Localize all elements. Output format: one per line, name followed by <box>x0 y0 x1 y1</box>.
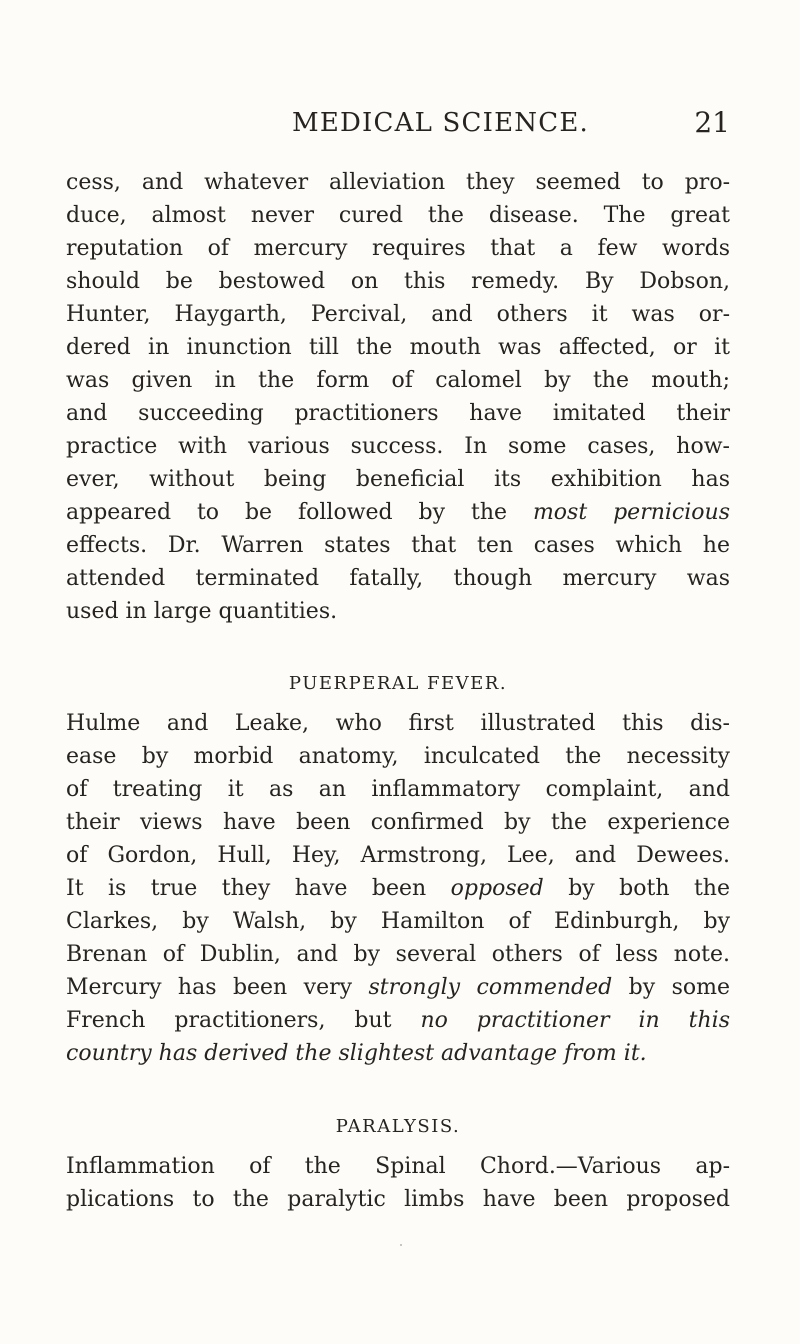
italic-text: most pernicious <box>532 500 730 525</box>
paragraph-puerperal-fever <box>66 707 730 1070</box>
text-run: by some <box>612 975 731 1000</box>
text-line: of Gordon, Hull, Hey, Armstrong, Lee, and Dewees. <box>66 843 730 868</box>
text-line: Hunter, Haygarth, Percival, and others it was or- <box>66 302 730 327</box>
italic-text: no practitioner in this <box>420 1008 730 1033</box>
text-line: reputation of mercury requires that a few words <box>66 236 730 261</box>
text-line: should be bestowed on this remedy. By Dobson, <box>66 269 730 294</box>
text-line: their views have been confirmed by the experience <box>66 810 730 835</box>
text-line <box>66 1004 730 1037</box>
text-line: Clarkes, by Walsh, by Hamilton of Edinburgh, by <box>66 909 730 934</box>
italic-text: strongly commended <box>368 975 613 1000</box>
heading-paralysis: PARALYSIS. <box>335 1116 461 1137</box>
paper-speck <box>400 1244 402 1246</box>
text-line: ever, without being beneficial its exhibition has <box>66 467 730 492</box>
text-line: of treating it as an inflammatory complaint, and <box>66 777 730 802</box>
text-run: French practitioners, but <box>66 1008 421 1033</box>
text-line: duce, almost never cured the disease. The great <box>66 203 730 228</box>
text-line: used in large quantities. <box>66 599 338 624</box>
running-title: MEDICAL SCIENCE. <box>292 108 589 138</box>
italic-text: opposed <box>450 876 544 901</box>
text-line: Brenan of Dublin, and by several others of less note. <box>66 942 730 967</box>
text-line: cess, and whatever alleviation they seemed to pro- <box>66 170 730 195</box>
text-line: Hulme and Leake, who first illustrated this dis- <box>66 711 730 736</box>
text-run: appeared to be followed by the <box>66 500 533 525</box>
text-run: by both the <box>543 876 730 901</box>
paragraph-mercury-remedy <box>66 166 730 628</box>
text-line: ease by morbid anatomy, inculcated the necessity <box>66 744 730 769</box>
text-line <box>66 496 730 529</box>
text-line: and succeeding practitioners have imitated their <box>66 401 730 426</box>
text-line: attended terminated fatally, though mercury was <box>66 566 730 591</box>
text-line: Inflammation of the Spinal Chord.—Various ap- <box>66 1154 730 1179</box>
italic-text: country has derived the slightest advantage from it. <box>66 1041 647 1066</box>
text-line <box>66 872 730 905</box>
text-line: dered in inunction till the mouth was affected, or it <box>66 335 730 360</box>
paragraph-paralysis <box>66 1150 730 1216</box>
running-head <box>66 106 730 150</box>
text-line: practice with various success. In some cases, how- <box>66 434 730 459</box>
text-run: It is true they have been <box>66 876 451 901</box>
text-line: was given in the form of calomel by the mouth; <box>66 368 730 393</box>
text-line: effects. Dr. Warren states that ten cases which he <box>66 533 730 558</box>
text-line: plications to the paralytic limbs have been proposed <box>66 1187 730 1212</box>
text-line <box>66 1037 730 1070</box>
page-number: 21 <box>694 106 730 139</box>
text-line <box>66 971 730 1004</box>
heading-puerperal-fever: PUERPERAL FEVER. <box>288 673 508 694</box>
text-run: Mercury has been very <box>66 975 369 1000</box>
